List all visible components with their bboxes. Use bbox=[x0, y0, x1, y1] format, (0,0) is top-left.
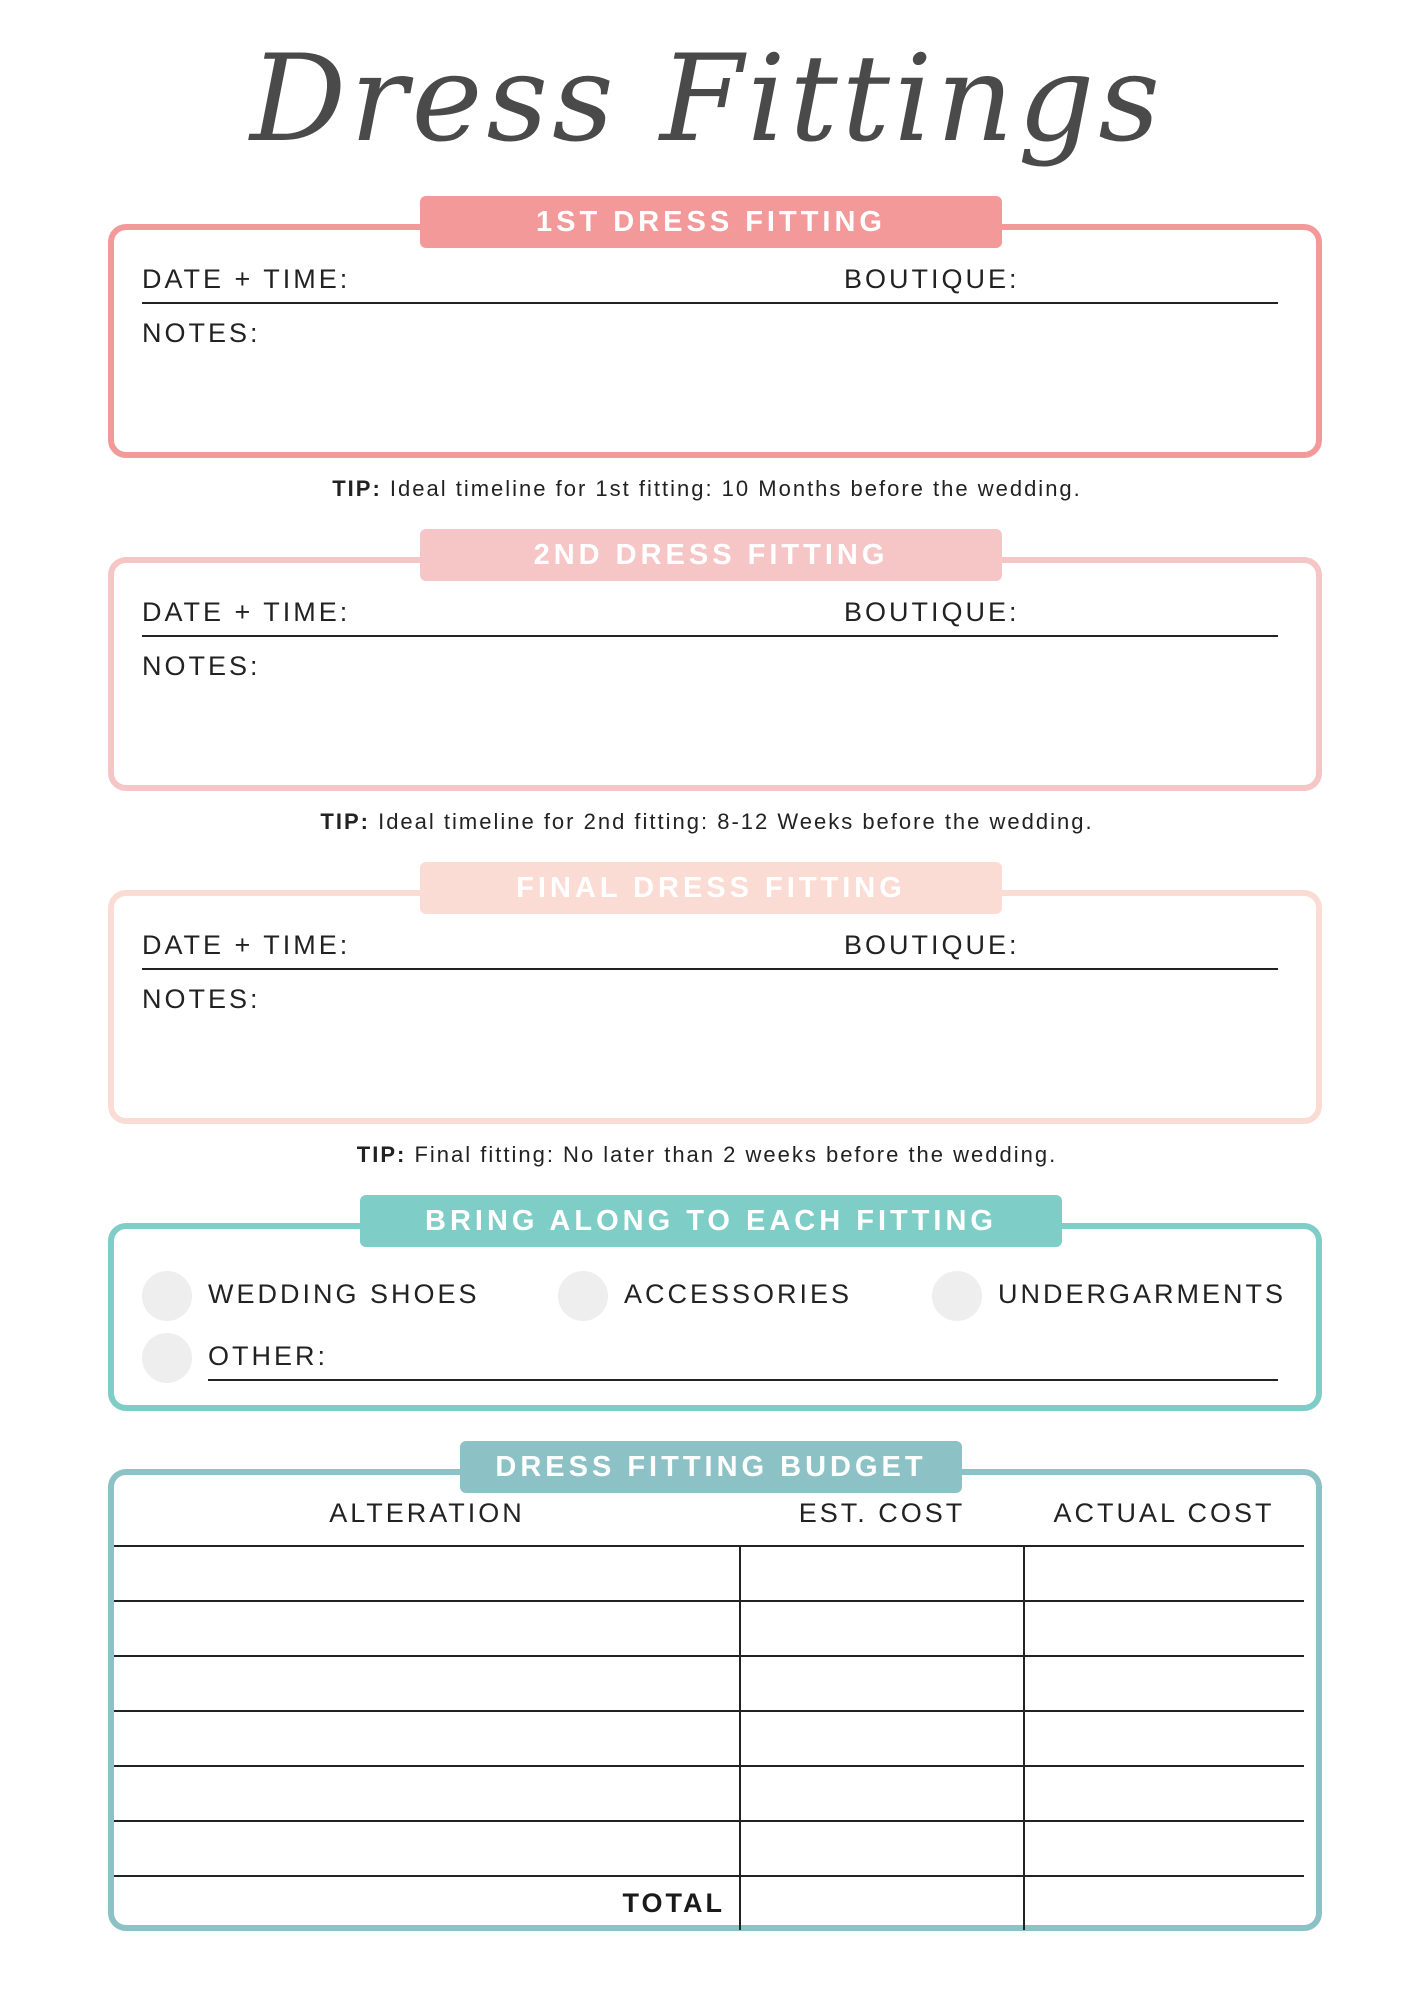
table-row bbox=[114, 1766, 1304, 1821]
table-row bbox=[114, 1656, 1304, 1711]
tip-label: TIP: bbox=[332, 476, 382, 501]
actual-cost-cell[interactable] bbox=[1024, 1601, 1304, 1656]
checkbox-undergarments[interactable] bbox=[932, 1271, 982, 1321]
actual-cost-cell[interactable] bbox=[1024, 1821, 1304, 1876]
est-cost-total-cell[interactable] bbox=[740, 1876, 1024, 1930]
date-boutique-line[interactable] bbox=[142, 635, 1278, 637]
tip-text: Final fitting: No later than 2 weeks before the wedding. bbox=[406, 1142, 1058, 1167]
est-cost-cell[interactable] bbox=[740, 1766, 1024, 1821]
page-title-text: Dress Fittings bbox=[249, 30, 1165, 169]
fitting-box-3 bbox=[108, 890, 1322, 1124]
alteration-cell[interactable] bbox=[114, 1546, 740, 1601]
budget-heading: DRESS FITTING BUDGET bbox=[460, 1441, 962, 1493]
tip-3 bbox=[0, 1142, 1414, 1168]
tip-label: TIP: bbox=[356, 1142, 407, 1167]
tip-label: TIP: bbox=[320, 809, 370, 834]
alteration-cell[interactable] bbox=[114, 1766, 740, 1821]
table-row bbox=[114, 1711, 1304, 1766]
est-cost-cell[interactable] bbox=[740, 1711, 1024, 1766]
actual-cost-cell[interactable] bbox=[1024, 1766, 1304, 1821]
actual-cost-cell[interactable] bbox=[1024, 1546, 1304, 1601]
budget-table bbox=[114, 1481, 1304, 1930]
column-header-actual-cost: ACTUAL COST bbox=[1053, 1497, 1275, 1528]
bring-along-heading: BRING ALONG TO EACH FITTING bbox=[360, 1195, 1062, 1247]
bring-along-box bbox=[108, 1223, 1322, 1411]
tip-text: Ideal timeline for 1st fitting: 10 Months before the wedding. bbox=[381, 476, 1082, 501]
alteration-cell[interactable] bbox=[114, 1601, 740, 1656]
actual-cost-cell[interactable] bbox=[1024, 1656, 1304, 1711]
item-other: OTHER: bbox=[208, 1341, 329, 1371]
notes-label: NOTES: bbox=[142, 984, 261, 1014]
tip-text: Ideal timeline for 2nd fitting: 8-12 Weeks before the wedding. bbox=[369, 809, 1094, 834]
tip-2 bbox=[0, 809, 1414, 835]
fitting-heading-2: 2ND DRESS FITTING bbox=[420, 529, 1002, 581]
est-cost-cell[interactable] bbox=[740, 1821, 1024, 1876]
est-cost-cell[interactable] bbox=[740, 1656, 1024, 1711]
notes-label: NOTES: bbox=[142, 651, 261, 681]
boutique-label: BOUTIQUE: bbox=[844, 597, 1020, 627]
est-cost-cell[interactable] bbox=[740, 1601, 1024, 1656]
date-time-label: DATE + TIME: bbox=[142, 264, 351, 294]
boutique-label: BOUTIQUE: bbox=[844, 264, 1020, 294]
item-undergarments: UNDERGARMENTS bbox=[998, 1279, 1287, 1309]
alteration-cell[interactable] bbox=[114, 1711, 740, 1766]
other-line[interactable] bbox=[208, 1379, 1278, 1381]
date-boutique-line[interactable] bbox=[142, 968, 1278, 970]
alteration-cell[interactable] bbox=[114, 1821, 740, 1876]
actual-cost-cell[interactable] bbox=[1024, 1711, 1304, 1766]
item-wedding-shoes: WEDDING SHOES bbox=[208, 1279, 480, 1309]
item-accessories: ACCESSORIES bbox=[624, 1279, 853, 1309]
checkbox-wedding-shoes[interactable] bbox=[142, 1271, 192, 1321]
column-header-alteration: ALTERATION bbox=[329, 1497, 525, 1528]
table-row bbox=[114, 1821, 1304, 1876]
date-time-label: DATE + TIME: bbox=[142, 930, 351, 960]
checkbox-accessories[interactable] bbox=[558, 1271, 608, 1321]
column-header-est-cost: EST. COST bbox=[798, 1497, 966, 1528]
alteration-cell[interactable] bbox=[114, 1656, 740, 1711]
table-row bbox=[114, 1601, 1304, 1656]
total-row bbox=[114, 1876, 1304, 1930]
page-title bbox=[0, 10, 1414, 195]
notes-label: NOTES: bbox=[142, 318, 261, 348]
fitting-box-2 bbox=[108, 557, 1322, 791]
actual-cost-total-cell[interactable] bbox=[1024, 1876, 1304, 1930]
fitting-box-1 bbox=[108, 224, 1322, 458]
date-boutique-line[interactable] bbox=[142, 302, 1278, 304]
checkbox-other[interactable] bbox=[142, 1333, 192, 1383]
boutique-label: BOUTIQUE: bbox=[844, 930, 1020, 960]
fitting-heading-3: FINAL DRESS FITTING bbox=[420, 862, 1002, 914]
total-label: TOTAL bbox=[114, 1876, 740, 1930]
est-cost-cell[interactable] bbox=[740, 1546, 1024, 1601]
table-row bbox=[114, 1546, 1304, 1601]
fitting-heading-1: 1ST DRESS FITTING bbox=[420, 196, 1002, 248]
date-time-label: DATE + TIME: bbox=[142, 597, 351, 627]
tip-1 bbox=[0, 476, 1414, 502]
